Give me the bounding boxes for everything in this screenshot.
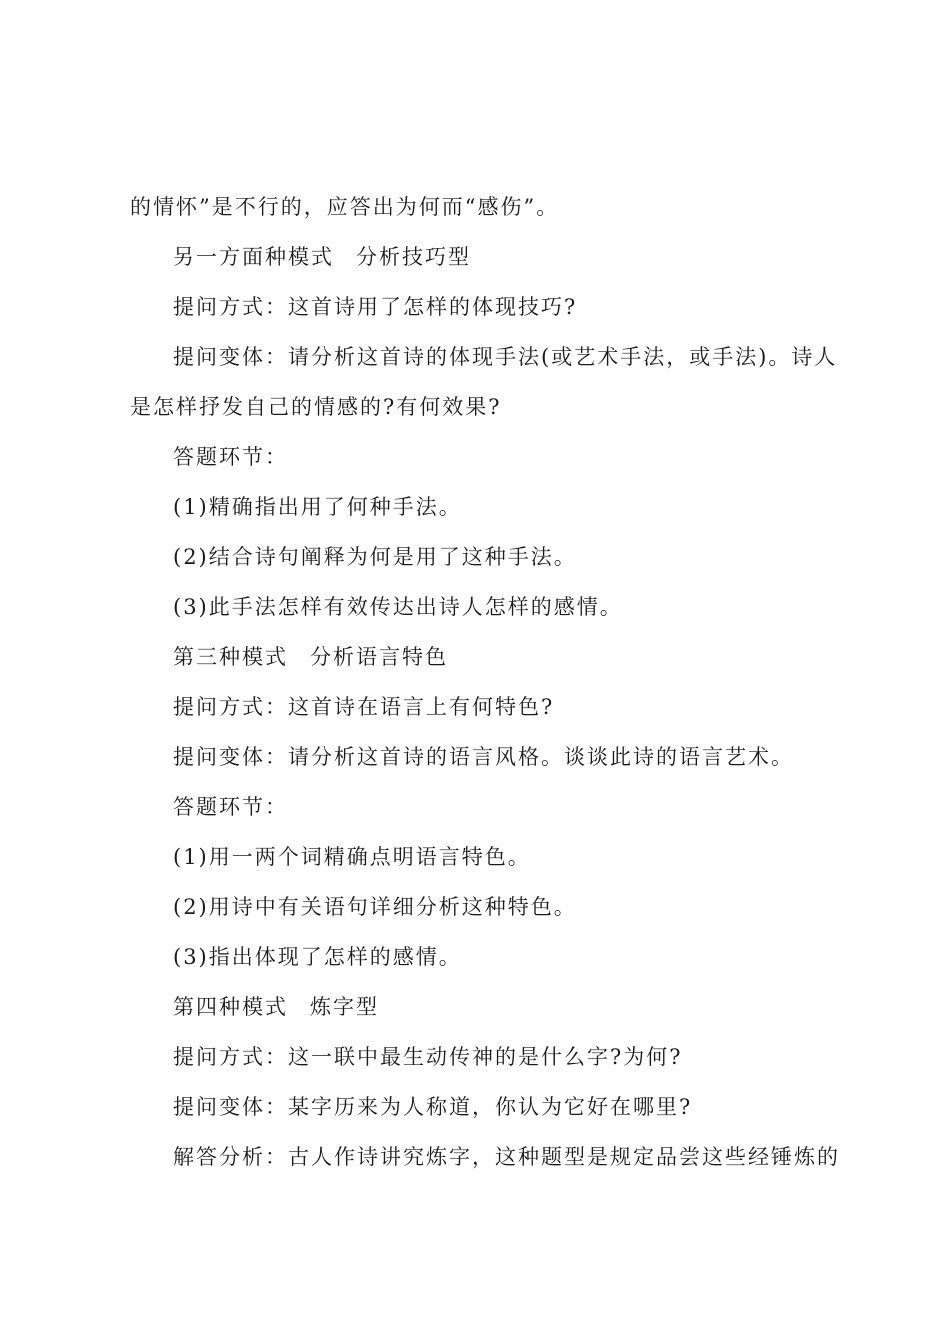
answer-step-item: (3)指出体现了怎样的感情。 (173, 945, 462, 969)
answer-steps-heading: 答题环节： (173, 795, 288, 819)
answer-step-item: (2)用诗中有关语句详细分析这种特色。 (173, 895, 577, 919)
section-heading-3 (173, 643, 448, 671)
section-heading-label: 第四种模式 (173, 995, 288, 1019)
question-method-line: 提问方式：这一联中最生动传神的是什么字?为何? (173, 1045, 683, 1069)
question-variant-line: 提问变体：某字历来为人称道，你认为它好在哪里? (173, 1095, 693, 1119)
question-variant-line: 提问变体：请分析这首诗的语言风格。谈谈此诗的语言艺术。 (173, 745, 794, 769)
section-heading-label: 第三种模式 (173, 645, 288, 669)
section-heading-title: 炼字型 (310, 995, 379, 1019)
answer-step-item: (1)用一两个词精确点明语言特色。 (173, 845, 531, 869)
answer-step-item: (1)精确指出用了何种手法。 (173, 495, 462, 519)
section-heading-4 (173, 993, 379, 1021)
answer-step-item: (2)结合诗句阐释为何是用了这种手法。 (173, 545, 577, 569)
paragraph-line: 的情怀”是不行的，应答出为何而“感伤”。 (130, 195, 560, 219)
question-method-line: 提问方式：这首诗在语言上有何特色? (173, 695, 555, 719)
question-variant-line: 提问变体：请分析这首诗的体现手法(或艺术手法，或手法)。诗人 (173, 345, 838, 369)
question-method-line: 提问方式：这首诗用了怎样的体现技巧? (173, 295, 578, 319)
answer-analysis-line: 解答分析：古人作诗讲究炼字，这种题型是规定品尝这些经锤炼的 (173, 1145, 840, 1169)
answer-steps-heading: 答题环节： (173, 445, 288, 469)
section-heading-label: 另一方面种模式 (173, 245, 334, 269)
answer-step-item: (3)此手法怎样有效传达出诗人怎样的感情。 (173, 595, 623, 619)
question-variant-line-cont: 是怎样抒发自己的情感的?有何效果? (130, 395, 502, 419)
section-heading-title: 分析技巧型 (356, 245, 471, 269)
section-heading-2 (173, 243, 471, 271)
section-heading-title: 分析语言特色 (310, 645, 448, 669)
